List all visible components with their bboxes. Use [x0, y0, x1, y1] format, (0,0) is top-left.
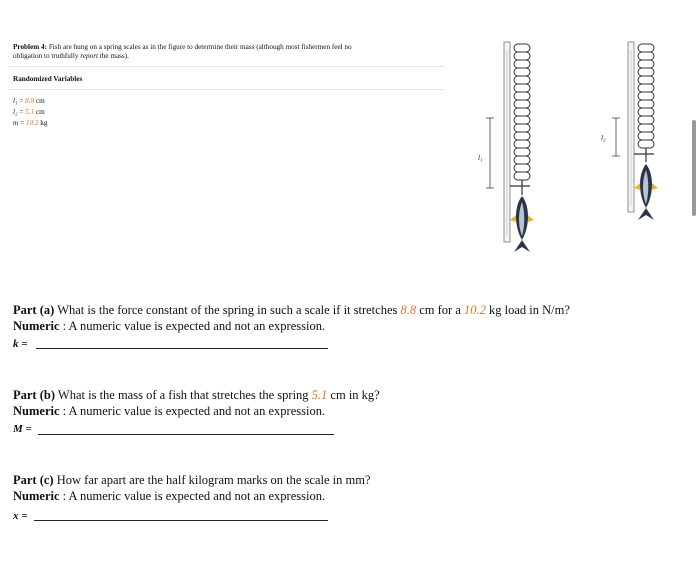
- problem-text-line2-post: the mass).: [97, 52, 129, 60]
- part-a-value-mass: 10.2: [464, 303, 486, 317]
- variable-row: l₁ = 8.8 cm: [13, 97, 45, 105]
- part-b-text: cm in kg?: [327, 388, 380, 402]
- variable-value: 8.8: [25, 97, 35, 105]
- part-c-question: [13, 472, 663, 488]
- variable-name: l₂: [13, 108, 18, 116]
- part-a-answer-label: k =: [13, 338, 28, 350]
- right-spring-coil: [638, 44, 654, 148]
- part-a-text: What is the force constant of the spring in such a scale if it stretches: [57, 303, 401, 317]
- part-b-value-stretch: 5.1: [311, 388, 328, 402]
- randomized-heading-text: Randomized Variables: [13, 75, 83, 83]
- variable-unit: kg: [40, 119, 48, 127]
- problem-statement: [13, 43, 443, 61]
- problem-text-emphasis: report: [80, 52, 98, 60]
- variable-row: m = 10.2 kg: [13, 119, 48, 127]
- figure-label-l1: l₁: [478, 154, 483, 162]
- part-a-text: kg load in N/m?: [485, 303, 570, 317]
- part-c-text: How far apart are the half kilogram marks on the scale in mm?: [56, 473, 371, 487]
- variable-name: l₁: [13, 97, 18, 105]
- part-c-type-text: : A numeric value is expected and not an expression.: [59, 489, 326, 503]
- part-c-answer-label: x =: [13, 510, 28, 522]
- divider: [8, 66, 444, 67]
- part-b-type: [13, 403, 325, 419]
- spring-scale-figure: [470, 30, 680, 270]
- variable-name: m: [13, 119, 19, 127]
- part-c-type: [13, 488, 325, 504]
- part-a-value-stretch: 8.8: [400, 303, 417, 317]
- variable-value: 10.2: [25, 119, 39, 127]
- left-fish-icon: [510, 196, 534, 252]
- part-c-label: Part (c): [13, 473, 54, 487]
- divider: [8, 89, 444, 90]
- problem-text-line2-pre: obligation to truthfully: [13, 52, 81, 60]
- variable-unit: cm: [35, 108, 45, 116]
- figure-label-l2: l₂: [601, 134, 606, 142]
- left-spring-scale: [486, 42, 534, 252]
- part-a-question: [13, 302, 663, 318]
- part-a-answer-field[interactable]: [36, 348, 328, 349]
- left-spring-coil: [514, 44, 530, 180]
- part-b-label: Part (b): [13, 388, 55, 402]
- part-a-label: Part (a): [13, 303, 55, 317]
- right-spring-scale: [612, 42, 658, 220]
- right-fish-icon: [634, 164, 658, 220]
- part-b-answer-field[interactable]: [38, 434, 334, 435]
- randomized-heading: [13, 75, 82, 84]
- part-a-type-label: Numeric: [13, 319, 60, 333]
- part-b-text: What is the mass of a fish that stretches the spring: [57, 388, 312, 402]
- problem-label: Problem 4:: [13, 43, 48, 51]
- scrollbar[interactable]: [692, 120, 696, 216]
- part-b-type-text: : A numeric value is expected and not an expression.: [59, 404, 326, 418]
- part-c-type-label: Numeric: [13, 489, 60, 503]
- part-a-type-text: : A numeric value is expected and not an expression.: [59, 319, 326, 333]
- part-b-answer-label: M =: [13, 423, 32, 435]
- variable-value: 5.1: [25, 108, 35, 116]
- part-a-text: cm for a: [416, 303, 465, 317]
- variable-unit: cm: [35, 97, 45, 105]
- part-b-type-label: Numeric: [13, 404, 60, 418]
- part-a-type: [13, 318, 325, 334]
- part-c-answer-field[interactable]: [34, 520, 328, 521]
- variable-row: l₂ = 5.1 cm: [13, 108, 45, 116]
- problem-text-line1: Fish are hung on a spring scales as in the figure to determine their mass (although most fishermen feel no: [48, 43, 352, 51]
- part-b-question: [13, 387, 663, 403]
